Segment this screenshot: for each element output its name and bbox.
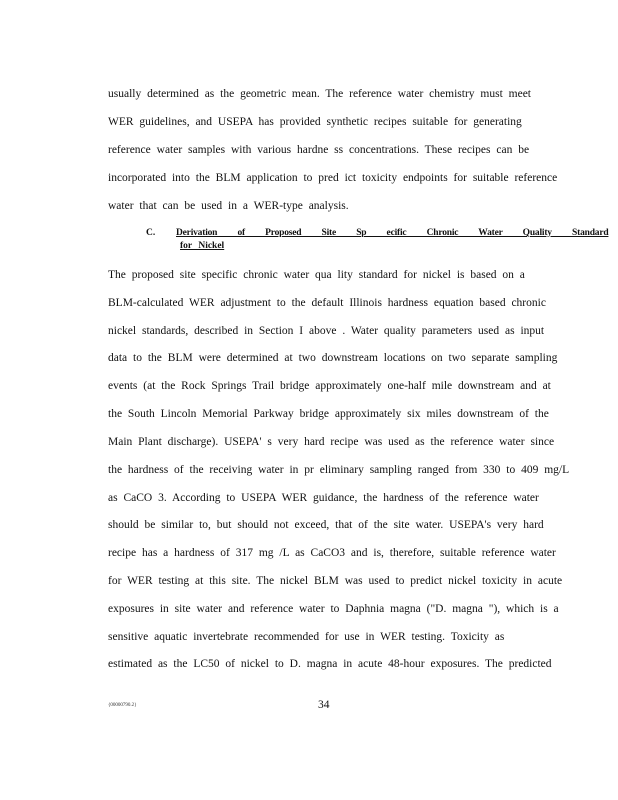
text-line: usually determined as the geometric mean. The reference water chemistry must meet [108,88,531,100]
document-id: {00000790.2} [108,703,137,708]
text-line: data to the BLM were determined at two downstream locations on two separate sampling [108,352,558,364]
text-line: as CaCO 3. According to USEPA WER guidance, the hardness of the reference water [108,492,539,504]
text-line: water that can be used in a WER-type analysis. [108,200,349,212]
text-line: Main Plant discharge). USEPA' s very hard recipe was used as the reference water since [108,436,555,448]
text-line: for WER testing at this site. The nickel BLM was used to predict nickel toxicity in acute [108,575,563,587]
section-title-continued: for Nickel [180,241,225,251]
text-line: reference water samples with various hardne ss concentrations. These recipes can be [108,144,530,156]
text-line: recipe has a hardness of 317 mg /L as CaCO3 and is, therefore, suitable reference water [108,547,556,559]
text-line: exposures in site water and reference water to Daphnia magna ("D. magna "), which is a [108,603,559,615]
section-letter: C. [146,228,156,238]
page-number: 34 [318,699,330,711]
text-line: events (at the Rock Springs Trail bridge approximately one-half mile downstream and at [108,380,551,392]
section-title: Derivation of Proposed Site Sp ecific Chronic Water Quality Standard [176,228,609,238]
text-line: BLM-calculated WER adjustment to the default Illinois hardness equation based chronic [108,297,546,309]
text-line: the South Lincoln Memorial Parkway bridge approximately six miles downstream of the [108,408,549,420]
text-line: incorporated into the BLM application to pred ict toxicity endpoints for suitable reference [108,172,558,184]
text-line: The proposed site specific chronic water qua lity standard for nickel is based on a [108,269,525,281]
text-line: sensitive aquatic invertebrate recommended for use in WER testing. Toxicity as [108,631,505,643]
section-heading [146,227,609,251]
text-line: the hardness of the receiving water in pr eliminary sampling ranged from 330 to 409 mg/L [108,464,570,476]
text-line: should be similar to, but should not exceed, that of the site water. USEPA's very hard [108,519,544,531]
text-line: nickel standards, described in Section I above . Water quality parameters used as input [108,325,545,337]
text-line: estimated as the LC50 of nickel to D. magna in acute 48-hour exposures. The predicted [108,658,552,670]
text-line: WER guidelines, and USEPA has provided synthetic recipes suitable for generating [108,116,522,128]
